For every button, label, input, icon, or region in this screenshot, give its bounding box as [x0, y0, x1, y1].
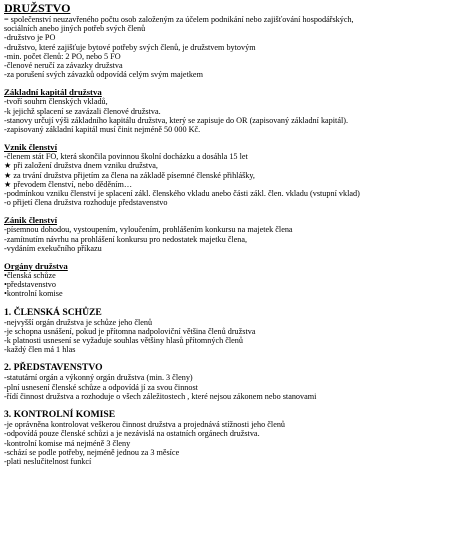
vznik-line: ★ při založení družstva dnem vzniku družstva, — [4, 161, 158, 171]
schuze-line: -nejvyšší orgán družstva je schůze jeho členů — [4, 317, 153, 327]
schuze-heading: 1. ČLENSKÁ SCHŮZE — [4, 306, 102, 318]
capital-line: -zapisovaný základní kapitál musí činit nejméně 50 000 Kč. — [4, 125, 201, 135]
schuze-line: -každý člen má 1 hlas — [4, 345, 76, 355]
organy-line: •členská schůze — [4, 271, 56, 281]
vznik-line: -členem stát FO, která skončila povinnou školní docházku a dosáhla 15 let — [4, 152, 248, 162]
komise-section — [4, 409, 462, 466]
komise-line: -odpovídá pouze členské schůzi a je nezávislá na ostatních orgánech družstva. — [4, 429, 260, 439]
intro-line: -min. počet členů: 2 PO, nebo 5 FO — [4, 51, 121, 61]
document — [4, 2, 462, 466]
organy-section — [4, 261, 462, 299]
schuze-line: -je schopna usnášení, pokud je přítomna nadpoloviční většina členů družstva — [4, 326, 256, 336]
capital-heading: Základní kapitál družstva — [4, 87, 102, 98]
organy-heading: Orgány družstva — [4, 261, 68, 272]
zanik-line: -vydáním exekučního příkazu — [4, 243, 102, 253]
zanik-heading: Zánik členství — [4, 215, 58, 226]
organy-line: •představenstvo — [4, 280, 56, 290]
komise-line: -schází se podle potřeby, nejméně jednou za 3 měsíce — [4, 447, 180, 457]
schuze-line: -k platnosti usnesení se vyžaduje souhlas většiny hlasů přítomných členů — [4, 336, 243, 346]
predstavenstvo-heading: 2. PŘEDSTAVENSTVO — [4, 362, 103, 374]
schuze-section — [4, 307, 462, 355]
capital-line: -stanovy určují výši základního kapitálu družstva, který se zapisuje do OR (zapisovaný základní kapitál). — [4, 115, 349, 125]
vznik-line: -o přijetí člena družstva rozhoduje představenstvo — [4, 198, 168, 208]
predstavenstvo-line: -statutární orgán a výkonný orgán družstva (min. 3 členy) — [4, 373, 193, 383]
intro-line: -členové neručí za závazky družstva — [4, 61, 123, 71]
zanik-line: -zamítnutím návrhu na prohlášení konkursu pro nedostatek majetku člena, — [4, 234, 248, 244]
intro-line: -za porušení svých závazků odpovídá celým svým majetkem — [4, 70, 203, 80]
zanik-line: -písemnou dohodou, vystoupením, vyloučením, prohlášením konkursu na majetek člena — [4, 225, 293, 235]
predstavenstvo-line: -plní usnesení členské schůze a odpovídá jí za svou činnost — [4, 382, 198, 392]
vznik-section — [4, 142, 462, 207]
intro-line: = společenství neuzavřeného počtu osob založeným za účelem podnikání nebo zajišťování hospodářských, — [4, 15, 354, 24]
document-title: DRUŽSTVO — [4, 1, 71, 15]
komise-line: -plati neslučitelnost funkcí — [4, 456, 92, 466]
capital-line: -k jejichž splacení se zavázali členové družstva. — [4, 106, 161, 116]
komise-line: -kontrolní komise má nejméně 3 členy — [4, 438, 131, 448]
vznik-line: -podmínkou vzniku členství je splacení zákl. členského vkladu anebo části zákl. člen. vkladu (vstupní vklad) — [4, 189, 360, 199]
vznik-line: ★ za trvání družstva přijetím za člena na základě písemné členské přihlášky, — [4, 170, 255, 180]
intro-section — [4, 15, 462, 79]
predstavenstvo-line: -řídí činnost družstva a rozhoduje o všech záležitostech , které nejsou zákonem nebo stanovami — [4, 391, 317, 401]
zanik-section — [4, 215, 462, 253]
komise-heading: 3. KONTROLNÍ KOMISE — [4, 409, 116, 421]
capital-section — [4, 87, 462, 134]
intro-line: -družstvo je PO — [4, 33, 56, 43]
vznik-heading: Vznik členství — [4, 142, 58, 153]
intro-line: sociálních anebo jiných potřeb svých členů — [4, 24, 146, 34]
capital-line: -tvoří souhrn členských vkladů, — [4, 97, 108, 107]
vznik-line: ★ převodem členství, nebo děděním… — [4, 179, 133, 189]
predstavenstvo-section — [4, 362, 462, 401]
intro-line: -družstvo, které zajišťuje bytové potřeby svých členů, je družstvem bytovým — [4, 42, 256, 52]
komise-line: -je oprávněna kontrolovat veškerou činnost družstva a projednává stížnosti jeho členů — [4, 420, 286, 430]
organy-line: •kontrolní komise — [4, 289, 63, 299]
